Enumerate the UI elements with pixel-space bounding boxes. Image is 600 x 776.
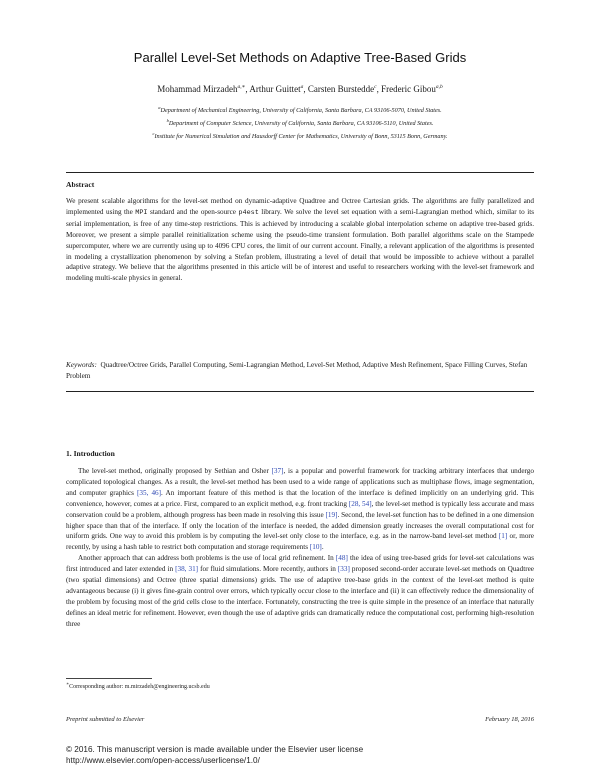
author-name: Carsten Burstedde [307, 84, 375, 94]
citation-link[interactable]: [48] [335, 554, 348, 563]
author-list: Mohammad Mirzadeh$^{a,∗}$, Arthur Guittet$^a$, Carsten Burstedde$^c$, Frederic Gibou$^{a,b}$ [157, 84, 443, 94]
author-affiliation-mark: c [374, 84, 377, 90]
license-notice [66, 744, 363, 766]
citation-link[interactable]: [33] [337, 565, 350, 574]
paper-title: Parallel Level-Set Methods on Adaptive Tree-Based Grids [133, 50, 467, 65]
code-p4est: p4est [238, 208, 259, 217]
citation-link[interactable]: [1] [498, 532, 508, 541]
section-heading-introduction: 1. Introduction [66, 449, 115, 458]
citation-link[interactable]: [38, 31] [175, 565, 199, 574]
affiliation-line: $^b$Department of Computer Science, University of California, Santa Barbara, CA 93106-5110, United States. [166, 118, 434, 128]
date: February 18, 2016 [485, 716, 534, 723]
paragraph-2: Another approach that can address both problems is the use of local grid refinement. In [48] the idea of using tree-based grids for level-set calculations was first introduced and later extended in [38, 31] for fluid simulations. More recently, authors in [33] proposed second-order accurate level-set methods on Quadtree (two spatial dimensions) and Octree (three spatial dimensions) grids. The use of adaptive tree-base grids in the context of the level-set method is quite advantageous because (i) it gives fine-grain control over errors, which typically occur close to the interface and (ii) it can effectively reduce the dimensionality of the problem by focusing most of the grid cells close to the interface. Fortunately, constructing the tree is quite simple in the presence of an interface that naturally defines an ideal metric for refinement. However, even though the use of adaptive grids can dramatically reduce the computational cost, performing high-resolution three [66, 554, 534, 628]
footnote-rule [66, 678, 152, 679]
license-line-1: © 2016. This manuscript version is made available under the Elsevier user license [66, 745, 364, 754]
keywords-label: Keywords: [66, 361, 97, 369]
keywords-list: Quadtree/Octree Grids, Parallel Computing, Semi-Lagrangian Method, Level-Set Method, Adaptive Mesh Refinement, Space Filling Curves, Stefan Problem [66, 361, 528, 380]
citation-link[interactable]: [37] [271, 467, 284, 475]
author-name: Arthur Guittet [249, 84, 301, 94]
keywords [66, 360, 534, 382]
code-mpi: MPI [135, 208, 148, 217]
author-affiliation-mark: a,b [435, 84, 443, 90]
affiliations [0, 103, 600, 142]
affiliation-line: $^c$Institute for Numerical Simulation and Hausdorff Center for Mathematics, University of Bonn, 53115 Bonn, Germany. [152, 131, 448, 141]
abstract-bottom-rule [66, 391, 534, 392]
author-affiliation-mark: a [300, 84, 304, 90]
citation-link[interactable]: [10] [309, 543, 322, 552]
abstract-top-rule [66, 172, 534, 173]
citation-link[interactable]: [35, 46] [137, 488, 162, 497]
paragraph-1: The level-set method, originally proposed by Sethian and Osher [37], is a popular and powerful framework for tracking arbitrary interfaces that undergo complicated topological changes. As a result, the level-set method has been used to a wide range of applications such as multiphase flows, image segmentation, and computer graphics [35, 46]. An important feature of this method is that the location of the interface is defined implicitly on an underlying grid. This convenience, however, comes at a price. First, compared to an explicit method, e.g. front tracking [28, 54], the level-set method is typically less accurate and mass conservation could be a problem, although progress has been made in resolving this issue [19]. Second, the level-set function has to be defined in a one dimension higher space than that of the interface. If only the location of the interface is needed, the added dimension greatly increases the overall computational cost for uniform grids. One way to avoid this problem is by computing the level-set only close to the interface, e.g. as in the narrow-band level-set method [1] or, more recently, by using a hash table to restrict both computation and storage requirements [10]. [66, 467, 535, 552]
introduction-body [66, 466, 534, 630]
abstract-text: We present scalable algorithms for the level-set method on dynamic-adaptive Quadtree and Octree Cartesian grids. The algorithms are fully parallelized and implemented using the MPI standard and the open-source p4est library. We solve the level set equation with a semi-Lagrangian method which, similar to its serial implementation, is free of any time-step restrictions. This is achieved by introducing a scalable global interpolation scheme on adaptive tree-based grids. Moreover, we present a simple parallel reinitialization scheme using the pseudo-time transient formulation. Both parallel algorithms scale on the Stampede supercomputer, where we are currently using up to 4096 CPU cores, the limit of our current account. Finally, a relevant application of the algorithms is presented in modeling a crystallization phenomenon by solving a Stefan problem, illustrating a level of detail that would be impossible to achieve without a parallel adaptive strategy. We believe that the algorithms presented in this article will be of interest and useful to researchers working with the level-set framework and modeling multi-scale physics in general. [66, 197, 534, 283]
abstract-heading: Abstract [66, 180, 95, 189]
author-name: Frederic Gibou [381, 84, 436, 94]
affiliation-line: $^a$Department of Mechanical Engineering, University of California, Santa Barbara, CA 93106-5070, United States. [158, 105, 442, 115]
author-name: Mohammad Mirzadeh [157, 84, 238, 94]
author-affiliation-mark: a,∗ [237, 84, 246, 90]
license-url[interactable]: http://www.elsevier.com/open-access/userlicense/1.0/ [66, 756, 260, 765]
citation-link[interactable]: [28, 54] [348, 499, 372, 508]
citation-link[interactable]: [19] [325, 510, 338, 519]
footnote: ∗Corresponding author: m.mirzadeh@engineering.ucsb.edu [66, 681, 210, 690]
preprint-note: Preprint submitted to Elsevier [66, 716, 145, 723]
